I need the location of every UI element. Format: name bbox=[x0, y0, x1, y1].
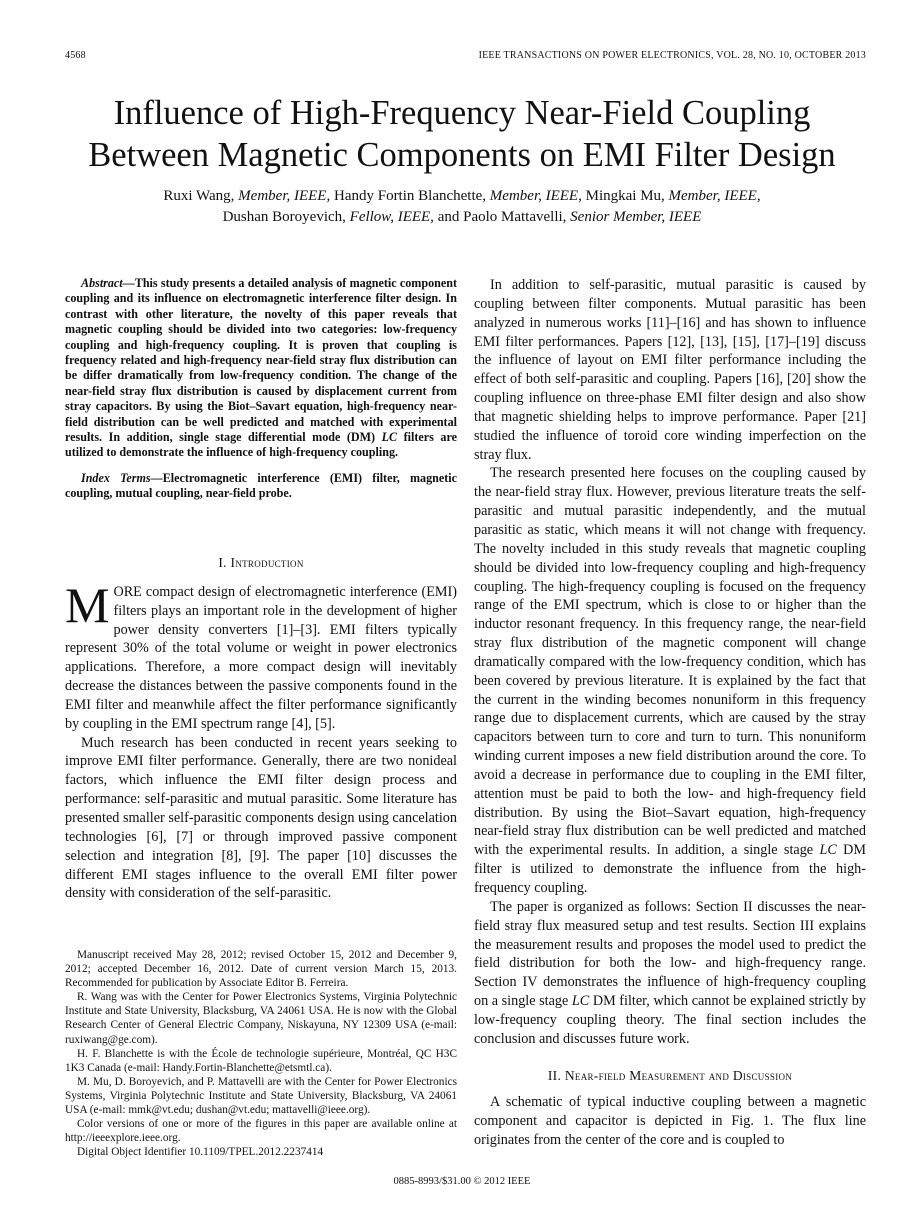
author-line-2 bbox=[40, 207, 884, 228]
abstract-label: Abstract— bbox=[81, 276, 135, 290]
author-name: Handy Fortin Blanchette, bbox=[333, 188, 487, 204]
section-introduction bbox=[65, 554, 457, 903]
paper-title bbox=[40, 92, 884, 176]
title-line-2: Between Magnetic Components on EMI Filter Design bbox=[88, 136, 836, 174]
drop-cap: M bbox=[65, 576, 110, 633]
footnote-wang: R. Wang was with the Center for Power Electronics Systems, Virginia Polytechnic Institute and State University, Blacksburg, VA 24061 USA. He is now with the Global Research Center of General Electric Company, Niskayuna, NY 12309 USA (e-mail: ruxiwang@ge.com). bbox=[65, 991, 457, 1046]
copyright-footer: 0885-8993/$31.00 © 2012 IEEE bbox=[393, 1176, 531, 1187]
right-paragraph-4: A schematic of typical inductive coupling between a magnetic component and capacitor is depicted in Fig. 1. The flux line originates from the center of the core and is coupled to bbox=[474, 1094, 866, 1149]
right-paragraph-2 bbox=[474, 464, 866, 897]
footnote-doi: Digital Object Identifier 10.1109/TPEL.2012.2237414 bbox=[77, 1146, 324, 1159]
section-heading-1 bbox=[65, 554, 457, 573]
right-p3-text: The paper is organized as follows: Section II discusses the near-field stray flux measured setup and test results. Section III explains the measurement results and proposes the model used to predict the field distribution for both the low- and high-frequency range. Section IV demonstrates the influence of high-frequency coupling on a single stage bbox=[474, 898, 866, 1010]
right-p2-lc: LC bbox=[819, 842, 837, 859]
footnote-manuscript: Manuscript received May 28, 2012; revised October 15, 2012 and December 9, 2012; accepted December 16, 2012. Date of current version March 15, 2013. Recommended for publication by Associate Editor B. Ferreira. bbox=[65, 949, 457, 990]
page-number: 4568 bbox=[65, 50, 86, 61]
right-p2-text: The research presented here focuses on the coupling caused by the near-field stray flux. However, previous literature treats the self-parasitic and mutual parasitic independently, and the mutual parasitic as static, which means it will not change with frequency. The novelty included in this study reveals that magnetic coupling should be divided into low-frequency coupling and high-frequency coupling. The high-frequency coupling is focused on the frequency range of the EMI spectrum, which is close to or higher than the inductor resonant frequency. In this frequency range, the near-field stray flux distribution of the magnetic component will change dramatically compared with the low-frequency condition, which has been covered by previous literature. It is explained by the fact that the current in the winding becomes nonuniform in this frequency range due to displacement currents, which are caused by the stray capacitors between turn to core and turn to turn. This nonuniform winding current imposes a new field distribution around the core. To avoid a decrease in performance due to coupling in the EMI filter, attention must be paid to both the low- and high-frequency field distribution. By using the Biot–Savart equation, high-frequency near-field stray flux distribution can be well predicted and matched with the experimental results. In addition, a single stage bbox=[474, 465, 866, 859]
footnote-color: Color versions of one or more of the figures in this paper are available online at http://ieeexplore.ieee.org. bbox=[65, 1118, 457, 1145]
abstract-text: This study presents a detailed analysis of magnetic component coupling and its influence on electromagnetic interference filter design. In contrast with other literature, the novelty of this paper reveals that magnetic coupling should be divided into two categories: low-frequency coupling and high-frequency coupling. It is proven that coupling is frequency related and high-frequency near-field stray flux distribution can be differ dramatically from low-frequency condition. The change of the near-field stray flux distribution is caused by displacement current from stray capacitors. By using the Biot–Savart equation, high-frequency near-field distribution can be well predicted and matched with experimental results. In addition, single stage differential mode (DM) bbox=[65, 276, 457, 445]
author-name: Mingkai Mu, bbox=[585, 188, 665, 204]
abstract-lc: LC bbox=[381, 430, 398, 445]
title-line-1: Influence of High-Frequency Near-Field Coupling bbox=[113, 94, 811, 132]
abstract-text-end: filters are utilized to demonstrate the influence of high-frequency coupling. bbox=[65, 430, 457, 460]
intro-paragraph-1 bbox=[65, 576, 457, 734]
author-line-1 bbox=[40, 186, 884, 207]
author-name: Dushan Boroyevich, bbox=[222, 209, 346, 225]
author-role: Senior Member, IEEE bbox=[570, 209, 702, 225]
abstract-block bbox=[65, 276, 457, 502]
author-name: Ruxi Wang, bbox=[163, 188, 235, 204]
section-title: Introduction bbox=[230, 555, 304, 570]
footnote-mu: M. Mu, D. Boroyevich, and P. Mattavelli are with the Center for Power Electronics Systems, Virginia Polytechnic Institute and State University, Blacksburg, VA 24061 USA (e-mail: mmk@vt.edu; dushan@vt.edu; mattavelli@ieee.org). bbox=[65, 1075, 457, 1117]
section-title: Near-field Measurement and Discussion bbox=[564, 1067, 793, 1083]
right-p3-lc: LC bbox=[571, 993, 590, 1010]
right-paragraph-1: In addition to self-parasitic, mutual parasitic is caused by coupling between filter components. Mutual parasitic has been analyzed in numerous works [11]–[16] and has shown to influence EMI filter performances. Papers [12], [13], [15], [17]–[19] discuss the influence of layout on EMI filter performance including the effect of both self-parasitic and coupling. Papers [16], [20] show the coupling influence on three-phase EMI filter design and also show that magnetic shielding helps to improve performance. Paper [21] studied the influence of toroid core winding imperfection on the stray flux. bbox=[474, 277, 866, 463]
author-role: Member, IEEE, bbox=[238, 188, 331, 204]
index-terms-label: Index Terms— bbox=[81, 470, 163, 485]
right-column bbox=[474, 276, 866, 1150]
author-role: Fellow, IEEE, bbox=[349, 209, 434, 225]
index-terms-text: Electromagnetic interference (EMI) filter, magnetic coupling, mutual coupling, near-field probe. bbox=[65, 470, 457, 501]
intro-p1-text: ORE compact design of electromagnetic interference (EMI) filters plays an important role in the development of higher power density converters [1]–[3]. EMI filters typically represent 30% of the total volume or weight in power electronics applications. Therefore, a more compact design will inevitably decrease the distances between the passive components found in the EMI filter and meanwhile affect the filter performance significantly by coupling in the EMI spectrum range [4], [5]. bbox=[65, 583, 457, 732]
section-numeral: I. bbox=[218, 555, 227, 570]
section-heading-2 bbox=[474, 1067, 866, 1086]
author-name: and Paolo Mattavelli, bbox=[437, 209, 567, 225]
author-role: Member, IEEE, bbox=[668, 188, 761, 204]
footnotes bbox=[65, 948, 457, 1159]
author-role: Member, IEEE, bbox=[489, 188, 582, 204]
author-list bbox=[40, 186, 884, 228]
intro-paragraph-2: Much research has been conducted in recent years seeking to improve EMI filter performance. Generally, there are two nonideal factors, which influence the EMI filter design process and performance: self-parasitic and mutual parasitic. Some literature has presented smaller self-parasitic components design using cancelation technologies [6], [7] or through improved passive component selection and integration [8], [9]. The paper [10] discusses the different EMI stages influence to the overall EMI filter power density with consideration of the self-parasitic. bbox=[65, 734, 457, 902]
right-paragraph-3 bbox=[474, 898, 866, 1049]
footnote-blanchette: H. F. Blanchette is with the École de technologie supérieure, Montréal, QC H3C 1K3 Canada (e-mail: Handy.Fortin-Blanchette@etsmtl.ca). bbox=[65, 1047, 457, 1074]
right-p3-end: DM filter, which cannot be explained strictly by low-frequency coupling theory. The final section includes the conclusion and discusses future work. bbox=[474, 993, 866, 1047]
journal-header: IEEE TRANSACTIONS ON POWER ELECTRONICS, VOL. 28, NO. 10, OCTOBER 2013 bbox=[478, 50, 866, 61]
right-p2-end: DM filter is utilized to demonstrate the influence from the high-frequency coupling. bbox=[474, 842, 867, 896]
section-numeral: II. bbox=[547, 1067, 562, 1083]
